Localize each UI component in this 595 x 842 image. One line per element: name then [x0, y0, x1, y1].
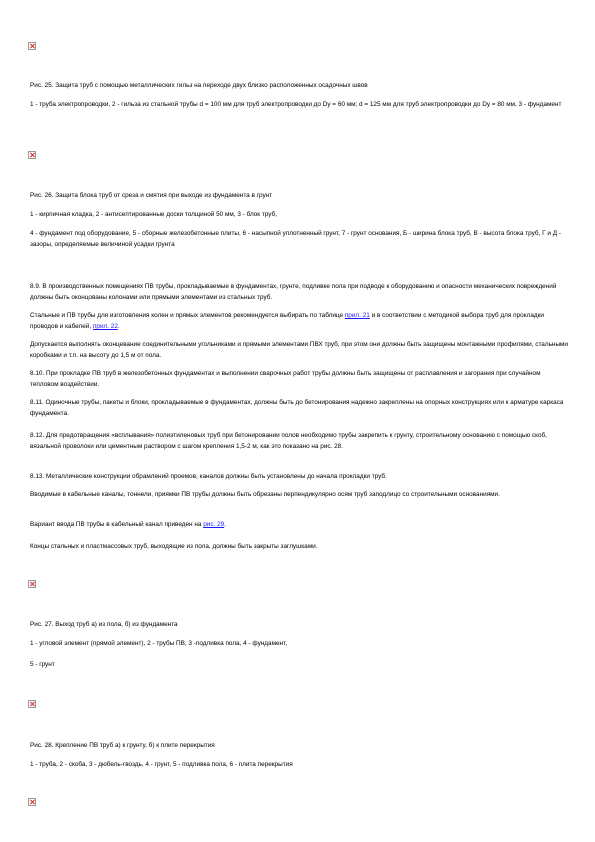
broken-image-icon — [28, 42, 36, 50]
paragraph-steel-text-3: . — [117, 323, 120, 330]
figure-29-link[interactable]: рис. 29 — [203, 521, 225, 528]
paragraph-8-10: 8.10. При прокладке ПВ труб в железобетонных фундаментах и выполнении сварочных работ трубы должны быть защищены от расплавления и загорания при случайном тепловом воздействии. — [30, 370, 541, 388]
broken-image-icon — [28, 798, 36, 806]
paragraph-cable-channels: Вводимые в кабельные каналы, тоннели, приямки ПВ трубы должны быть обрезаны перпендикулярно осям труб заподлицо со строительными основаниями. — [30, 491, 500, 498]
paragraph-steel-text-1: Стальные и ПВ трубы для изготовления колен и прямых элементов рекомендуется выбирать по таблице — [30, 312, 345, 319]
paragraph-steel-text-2: и в соответствии с методикой выбора труб для прокладки проводов и кабелей, — [30, 312, 544, 330]
paragraph-variant-text-2: . — [224, 521, 226, 528]
broken-image-icon — [28, 151, 36, 159]
figure-27-caption: Рис. 27. Выход труб а) из пола, б) из фундамента — [30, 621, 178, 628]
paragraph-variant-text-1: Вариант ввода ПВ трубы в кабельный канал приведен на — [30, 521, 204, 528]
figure-25-caption: Рис. 25. Защита труб с помощью металлических гильз на переходе двух близко расположенных осадочных швов — [30, 82, 368, 89]
paragraph-allowed: Допускается выполнять оконцевание соединительными угольниками и прямыми элементами ПВХ труб, при этом они должны быть защищены монтажными профилями, стальными коробками и т.п. на высоту до 1,5 м от пола. — [30, 341, 568, 359]
paragraph-8-12: 8.12. Для предотвращения «всплывания» полиэтиленовых труб при бетонировании полов необходимо трубы закрепить к грунту, строительному основанию с помощью скоб, вязальной проволоки или цементным раствором с шагом крепления 1,5-2 м, как это показано на рис. 28. — [30, 432, 547, 450]
figure-27-legend-line2: 5 - грунт — [30, 661, 55, 668]
broken-image-icon — [28, 580, 36, 588]
paragraph-8-13: 8.13. Металлические конструкции обрамлений проемов, каналов должны быть установлены до начала прокладки труб. — [30, 473, 387, 480]
paragraph-8-11: 8.11. Одиночные трубы, пакеты и блоки, прокладываемые в фундаментах, должны быть до бетонирования надежно закреплены на опорных конструкциях или к арматуре каркаса фундамента. — [30, 399, 564, 417]
figure-25-legend: 1 - труба электропроводки, 2 - гильза из стальной трубы d = 100 мм для труб электропроводки до Dу = 60 мм; d = 125 мм для труб электропроводки до Dу = 80 мм, 3 - фундамент — [30, 101, 562, 108]
paragraph-variant — [30, 519, 570, 530]
figure-26-caption: Рис. 26. Защита блока труб от среза и смятия при выходе из фундамента в грунт — [30, 192, 273, 199]
figure-26-legend-line2: 4 - фундамент под оборудование, 5 - сборные железобетонные плиты, 6 - насыпной уплотненный грунт, 7 - грунт основания, Б - ширина блока труб, В - высота блока труб, Г и Д - зазоры, определяемые величиной усадки грунта — [30, 230, 561, 248]
paragraph-8-9: 8.9. В производственных помещениях ПВ трубы, прокладываемые в фундаментах, грунте, подливке пола при подводе к оборудованию и опасности механических повреждений должны быть оконцованы колонами или прямыми элементами из стальных труб. — [30, 283, 557, 301]
figure-27-legend-line1: 1 - угловой элемент (прямой элемент), 2 - трубы ПВ, 3 -подливка пола, 4 - фундамент, — [30, 640, 288, 647]
broken-image-icon — [28, 700, 36, 708]
appendix-22-link[interactable]: прил. 22 — [92, 323, 118, 330]
paragraph-steel-pipes — [30, 310, 570, 332]
appendix-21-link[interactable]: прил. 21 — [344, 312, 370, 319]
figure-28-caption: Рис. 28. Крепление ПВ труб а) к грунту, б) к плите перекрытия — [30, 742, 215, 749]
figure-26-legend-line1: 1 - кирпичная кладка, 2 - антисептированные доски толщиной 50 мм, 3 - блок труб, — [30, 211, 277, 218]
paragraph-pipe-ends: Концы стальных и пластмассовых труб, выходящие из пола, должны быть закрыты заглушками. — [30, 543, 318, 550]
figure-28-legend: 1 - труба, 2 - скоба, 3 - дюбель-гвоздь, 4 - грунт, 5 - подливка пола, 6 - плита перекрытия — [30, 761, 293, 768]
